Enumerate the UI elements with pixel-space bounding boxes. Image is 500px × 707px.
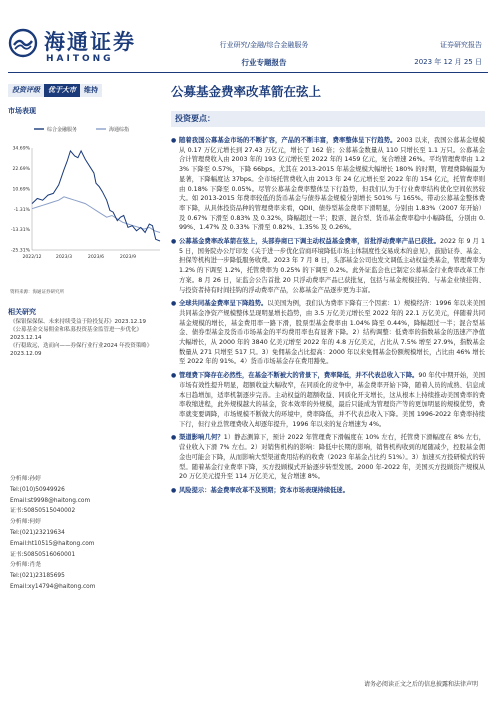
key-point-item <box>171 486 485 496</box>
report-title: 公募基金费率改革箭在弦上 <box>171 84 322 99</box>
key-point-lead: 随着我国公募基金市场的不断扩容，产品的不断丰富，费率整体呈下行趋势。 <box>179 137 397 144</box>
rating-action: 维持 <box>80 84 102 97</box>
analyst-contacts <box>10 474 160 593</box>
header-divider <box>8 72 488 73</box>
key-points-panel <box>171 111 485 675</box>
y-tick-label: -13.31% <box>10 228 30 234</box>
report-subtype: 行业专题报告 <box>241 58 287 67</box>
y-tick-label: 34.69% <box>12 146 30 152</box>
related-item[interactable]: 《公募基金交易佣金和私募投资基金监管进一步优化》2023.12.14 <box>10 327 143 341</box>
y-tick-label: -25.31% <box>10 248 30 254</box>
analyst-name: 分析师:孙婷 <box>10 476 41 482</box>
logo-english-name: HAITONG <box>46 54 114 64</box>
legend-label: 海通综指 <box>109 127 130 133</box>
analyst-name: 分析师:何婷 <box>10 519 41 526</box>
x-tick-label: 2022/12 <box>22 255 42 260</box>
key-point-body: 2003 以来，我国公募基金规模从 0.17 万亿元增长到 27.43 万亿元，增长了 162 倍；公募基金数量从 110 只增长至 1.1 万只。公募基金合计管理费收入由 2003 年的 193 亿元增长至 2022 年的 1459 亿元，复合增速 26%。平均管理费率由 1.23% 下降至 0.57%，下降 66bps。尤其在 2013-2015 年基金规模大幅增长 180% 的时期，管理费降幅最为显著，下降幅度达 37bps。全市场托管费收入由 2013 年 24 亿元增长至 2022 年的 154 亿元，托管费率则由 0.18% 下降至 0.05%。尽管公募基金费率整体呈下行趋势，但我们认为于行业费率结构优化空间依然较大。如 2013-2015 年费率较低的货币基金与债券基金规模分别增长 501% 与 165%。带动公募基金整体费率下降，从具体投资品种的管理费率来看，QDII、债券型基金费率下滑明显，分别由 1.83%（2007 年开始）及 0.67% 下滑至 0.83% 及 0.32%，降幅超过一半；股票、混合型、货币基金费率稳中小幅降低，分别由 0.99%、1.47% 及 0.33% 下滑至 0.82%、1.35% 及 0.26%。 <box>179 137 485 232</box>
analyst-email[interactable]: Email:st9998@haitong.com <box>10 497 91 504</box>
analyst-cert: 证书:S0850515040002 <box>10 508 76 515</box>
analyst-cert: 证书:S0850516060001 <box>10 551 76 558</box>
analyst-name: 分析师:肖尧 <box>10 562 41 569</box>
report-date: 2023 年 12 月 25 日 <box>414 58 482 66</box>
chart-source: 资料来源：海通证券研究所 <box>10 290 64 295</box>
key-point-item <box>171 136 485 233</box>
report-kind: 证券研究报告 <box>440 41 482 49</box>
bullet-icon: ● <box>171 486 177 494</box>
related-item[interactable]: 《行稳致远，迭而向——券保行业行业2024 年投资策略》2023.12.09 <box>10 343 153 357</box>
bullet-icon: ● <box>171 300 177 308</box>
key-point-item <box>171 237 485 295</box>
key-point-lead: 渠道影响几何？ <box>179 434 224 442</box>
rating-value: 优于大市 <box>44 84 80 97</box>
key-point-lead: 管理费下降存在必然性，在基金不断被大的背景下，费率降低，并不代表总收入下降。 <box>179 372 419 380</box>
bullet-icon: ● <box>171 137 177 144</box>
haitong-logo-icon <box>8 28 38 58</box>
report-type: 行业研究/金融/综合金融服务 <box>219 41 309 49</box>
industry-series-line <box>32 151 160 241</box>
analyst-email[interactable]: Email:ht10515@haitong.com <box>10 540 95 547</box>
key-point-item <box>171 433 485 482</box>
company-logo <box>8 26 158 66</box>
related-research-list <box>10 318 158 358</box>
analyst-tel: Tel:(021)23219634 <box>10 529 65 536</box>
y-tick-label: 10.69% <box>12 187 30 193</box>
y-tick-label: -1.31% <box>13 207 30 213</box>
risk-warning: 风险提示：基金费率改革不及预期；资本市场表现持续低迷。 <box>179 486 350 494</box>
key-point-body: 90 年代中期开始，美国市场有效性提升明显，超额收益大幅收窄，在同质化的竞争中，基金费率开始下降，随着人员的成熟、信息成本日趋增加，适率机制逐步完善。主动权益的超额收益、同质化开支增长，这从根本上持续推动美国费率的费率收缩进程，此外规模越大的基金，资本效率的外规模，最后只能成为管理资产等的更加明显的规模优势，费率就变要调降，市场规模不断做大的环境中，费率降低，并不代表总收入下降。美国 1996-2022 年费率持续下行，但行业总管理费收入却逐年提升，1996 年以来的复合增速为 4%。 <box>179 372 486 428</box>
report-category <box>198 40 330 68</box>
analyst-tel: Tel:(021)23185695 <box>10 573 65 580</box>
y-tick-label: 22.69% <box>12 167 30 172</box>
x-tick-label: 2023/9 <box>119 255 137 260</box>
key-points-list <box>171 136 485 496</box>
bullet-icon: ● <box>171 238 177 246</box>
market-section-title: 市场表现 <box>8 107 36 115</box>
key-points-header <box>171 111 485 127</box>
report-meta <box>414 40 482 67</box>
market-chart-svg <box>8 118 163 270</box>
x-tick-label: 2023/6 <box>87 255 105 260</box>
key-points-title: 投资要点： <box>175 114 215 123</box>
logo-chinese-name: 海通证券 <box>44 29 136 54</box>
key-point-body: 以美国为例，我们认为费率下降有三个因素：1）规模经济：1996 年以来美国共同基金净资产规模整体呈现明显增长趋势，由 3.5 万亿美元增长至 2022 年的 22.1 万亿美元，伴随着共同基金规模的增长，基金费用率一路下滑，股票型基金费率由 1.04% 降至 0.44%，降幅超过一半；混合型基金、债券型基金及货币市场基金的平均费用率也有显著下降。2）结构调整：低费率的指数基金的迅速产净值大幅增长，从 2000 年的 3840 亿美元增至 2022 年的 4.8 万亿美元，占比从 7.5% 增至 27.9%，指数基金数量从 271 只增至 517 只。3）免佣基金占比提高：2000 年以来免佣基金份额规模增长，占比由 46% 增长至 2022 年的 91%。4）货币市场基金存在费用豁免。 <box>179 300 485 366</box>
related-item[interactable]: 《保银保保保、未来持续受益于险投复苏》2023.12.19 <box>10 319 146 325</box>
x-tick-label: 2023/3 <box>55 255 73 260</box>
key-point-lead: 公募基金费率改革箭在弦上，头部券商已下调主动权益基金费率，首批浮动费率产品已获批。 <box>179 238 440 246</box>
analyst-tel: Tel:(010)50949926 <box>10 486 65 493</box>
legal-disclaimer: 请务必阅读正文之后的信息披露和法律声明 <box>363 681 478 688</box>
investment-rating <box>8 84 102 97</box>
analyst-email[interactable]: Email:xy14794@haitong.com <box>10 583 96 590</box>
bullet-icon: ● <box>171 372 177 380</box>
related-section-title: 相关研究 <box>8 308 36 316</box>
key-point-body: 2022 年 9 月 15 日，国务院办公厅印发《关于进一步优化营商环境降低市场主体制度性交易成本的意见》，鼓励证券、基金、担保等机构进一步降低服务收费。2023 年 7 月 8 日，头部基金公司也发文调低主动权益类基金，管理费率为 1.2% 的下调至 1.2%，托管费率为 0.25% 的下调至 0.2%。此外证监会也已制定公募基金行业费率改革工作方案。8 月 26 日，证监会公告首批 20 只浮动费率产品已获批复，包括与基金规模挂钩、与基金业绩挂钩、与投资者持有时间挂钩的浮动费率产品，公募基金产品逐步更为丰富。 <box>179 238 485 294</box>
key-point-item <box>171 299 485 367</box>
market-performance-chart <box>8 118 163 270</box>
legend-label: 综合金融服务 <box>47 127 78 133</box>
key-point-lead: 全球共同基金费率呈下降趋势。 <box>179 300 268 308</box>
key-point-item <box>171 371 485 429</box>
rating-label: 投资评级 <box>8 84 44 97</box>
bullet-icon: ● <box>171 434 177 442</box>
key-point-body: 1）静态测算下，预计 2022 年管理费下滑幅度在 10% 左右，托管费下滑幅度在 8% 左右，营业收入下滑 7% 左右。2）对销售机构的影响：降低中长期的影响，销售机构收到的尾随减少，控股基金佣金也可能会下降，从而影响大型渠道费用结构的收费（2023 年基金占比约 51%）。3）加速买方投研模式的转型。随着基金行业费率下降，买方投顾模式开始逐步转型发展。2000 年-2022 年，美国买方投顾资产规模从 20 万亿美元提升至 114 万亿美元，复合增速 8%。 <box>179 434 485 481</box>
